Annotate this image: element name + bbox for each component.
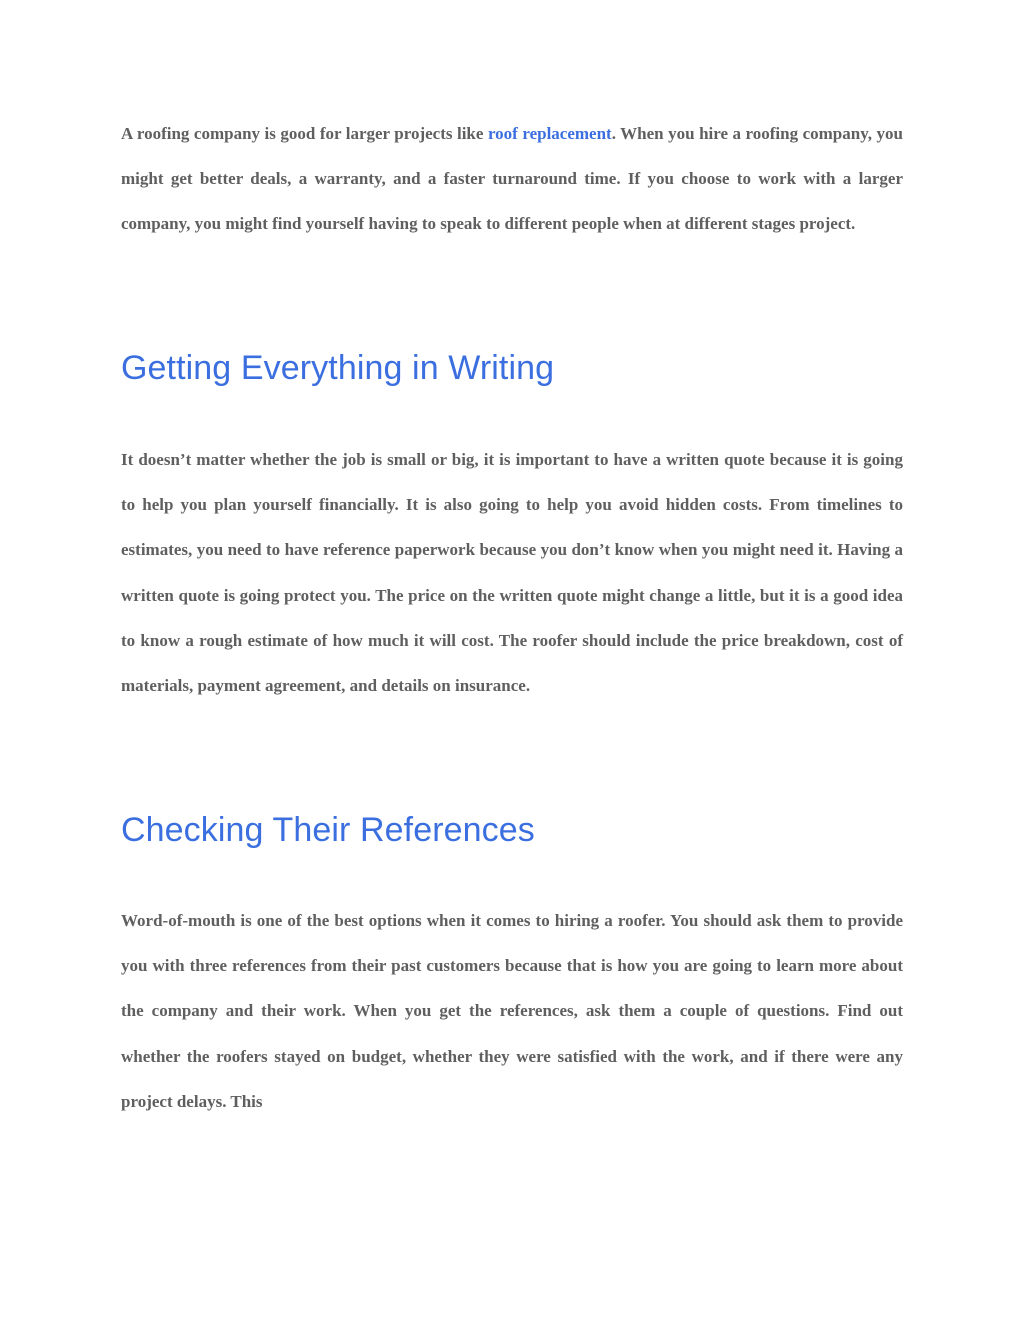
- intro-text-after-link: . When you hire a roofing company, you might get better deals, a warranty, and a faster turnaround time. If you choose to work with a larger company, you might find yourself having to speak to different people when at different stages project.: [121, 124, 903, 234]
- intro-text-before-link: A roofing company is good for larger projects like: [121, 124, 488, 143]
- roof-replacement-link[interactable]: roof replacement: [487, 124, 612, 143]
- intro-paragraph: [121, 111, 903, 247]
- section-heading-references: Checking Their References: [121, 811, 535, 849]
- section-heading-writing: Getting Everything in Writing: [121, 349, 555, 387]
- references-paragraph: Word-of-mouth is one of the best options when it comes to hiring a roofer. You should ask them to provide you with three references from their past customers because that is how you are going to learn more about the company and their work. When you get the references, ask them a couple of questions. Find out whether the roofers stayed on budget, whether they were satisfied with the work, and if there were any project delays. This: [121, 911, 903, 1111]
- writing-paragraph: It doesn’t matter whether the job is small or big, it is important to have a written quote because it is going to help you plan yourself financially. It is also going to help you avoid hidden costs. From timelines to estimates, you need to have reference paperwork because you don’t know when you might need it. Having a written quote is going protect you. The price on the written quote might change a little, but it is a good idea to know a rough estimate of how much it will cost. The roofer should include the price breakdown, cost of materials, payment agreement, and details on insurance.: [121, 450, 903, 696]
